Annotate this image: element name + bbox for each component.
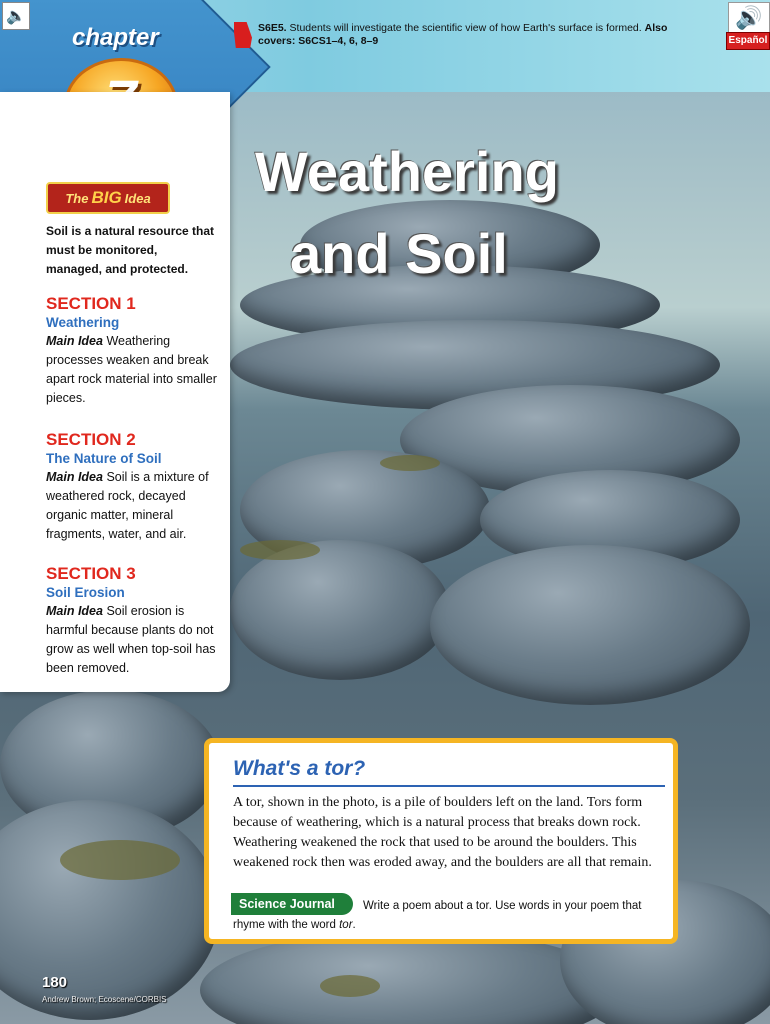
big-idea-text: Soil is a natural resource that must be monitored, managed, and protected. xyxy=(46,224,215,276)
section-2 xyxy=(46,430,226,544)
section-heading: SECTION 3 xyxy=(46,564,136,583)
also-covers-label: Also covers: xyxy=(258,22,668,47)
main-idea-text: Soil is a mixture of weathered rock, decayed organic matter, mineral fragments, water, and air. xyxy=(46,470,209,541)
standards-note xyxy=(258,22,668,48)
section-3 xyxy=(46,564,226,678)
boulder xyxy=(0,800,220,1020)
big-idea-badge xyxy=(46,182,170,214)
section-1 xyxy=(46,294,226,408)
page-number: 180 xyxy=(42,974,68,991)
spanish-audio-speaker-icon[interactable]: 🔊 xyxy=(728,2,770,34)
tor-body: A tor, shown in the photo, is a pile of boulders left on the land. Tors form because of weathering, which is a natural process that breaks down rock. Weathering weakened the rock that used to be around the boulders. This weakened rock then was eroded away, and the boulders are all that remain. xyxy=(233,795,652,870)
boulder xyxy=(230,540,450,680)
science-journal-badge: Science Journal xyxy=(231,893,353,915)
section-title[interactable]: The Nature of Soil xyxy=(46,451,162,466)
chapter-label: chapter xyxy=(72,24,159,51)
big-idea-idea: Idea xyxy=(124,190,151,206)
moss-patch xyxy=(380,455,440,471)
standards-text: Students will investigate the scientific view of how Earth's surface is formed. xyxy=(286,22,645,34)
section-heading: SECTION 2 xyxy=(46,430,136,449)
main-idea-label: Main Idea xyxy=(46,604,103,618)
boulder xyxy=(430,545,750,705)
tor-heading: What's a tor? xyxy=(233,757,366,780)
big-idea-big: BIG xyxy=(91,188,122,207)
section-title[interactable]: Weathering xyxy=(46,315,120,330)
big-idea-the: The xyxy=(65,190,89,206)
main-idea-label: Main Idea xyxy=(46,334,103,348)
also-covers-codes: S6CS1–4, 6, 8–9 xyxy=(295,35,379,47)
journal-text: Write a poem about a tor. Use words in your poem that rhyme with the word xyxy=(233,900,642,931)
standards-code: S6E5. xyxy=(258,22,287,34)
chapter-title-line-1: Weathering xyxy=(255,140,559,203)
section-heading: SECTION 1 xyxy=(46,294,136,313)
boulder xyxy=(200,930,620,1024)
main-idea-text: Soil erosion is harmful because plants do not grow as well when top-soil has been removed. xyxy=(46,604,216,675)
main-idea-text: Weathering processes weaken and break apart rock material into smaller pieces. xyxy=(46,334,217,405)
section-main-idea xyxy=(46,468,226,544)
tor-divider xyxy=(233,785,665,787)
section-main-idea xyxy=(46,332,226,408)
section-main-idea xyxy=(46,602,226,678)
main-idea-label: Main Idea xyxy=(46,470,103,484)
journal-end: . xyxy=(352,919,356,931)
photo-credit: Andrew Brown; Ecoscene/CORBIS xyxy=(42,995,167,1004)
moss-patch xyxy=(240,540,320,560)
moss-patch xyxy=(320,975,380,997)
moss-patch xyxy=(60,840,180,880)
section-title[interactable]: Soil Erosion xyxy=(46,585,125,600)
espanol-button[interactable]: Español xyxy=(726,32,770,50)
whats-a-tor-box xyxy=(204,738,678,944)
audio-speaker-icon[interactable]: 🔈 xyxy=(2,2,30,30)
chapter-title-line-2: and Soil xyxy=(290,222,508,285)
journal-word: tor xyxy=(339,919,353,931)
